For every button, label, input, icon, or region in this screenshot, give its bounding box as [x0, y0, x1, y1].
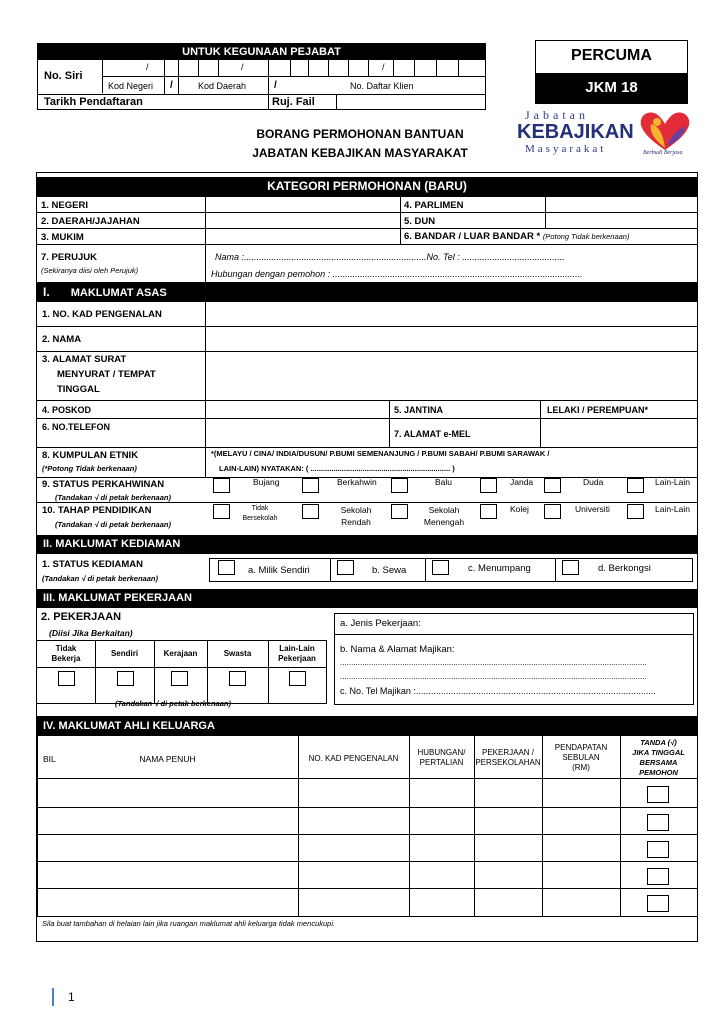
checkbox-balu[interactable] — [391, 478, 408, 493]
opt-sewa: b. Sewa — [372, 565, 407, 576]
slash-3: / — [382, 62, 385, 72]
col-hubungan: HUBUNGAN/ PERTALIAN — [417, 748, 466, 767]
percuma-label: PERCUMA — [571, 47, 652, 64]
logo-masyarakat: Masyarakat — [525, 143, 607, 155]
checkbox-janda[interactable] — [480, 478, 497, 493]
form-code: JKM 18 — [536, 73, 687, 103]
checkbox-menumpang[interactable] — [432, 560, 449, 575]
logo-jabatan: Jabatan — [525, 108, 589, 122]
opt-universiti: Universiti — [575, 504, 610, 514]
checkbox-sekolah-menengah[interactable] — [391, 504, 408, 519]
dun-label: 5. DUN — [404, 216, 436, 227]
perujuk-hubungan-line: Hubungan dengan pemohon : .................................................................................................... — [211, 269, 583, 279]
section3-left — [37, 608, 327, 710]
tarikh-label: Tarikh Pendaftaran — [44, 96, 143, 108]
section1-header — [37, 282, 697, 302]
daerah-label: 2. DAERAH/JAJAHAN — [41, 216, 140, 227]
col-pendapatan: PENDAPATAN SEBULAN (RM) — [554, 743, 608, 772]
slash-4: / — [170, 80, 173, 91]
daftar-klien-label: No. Daftar Klien — [350, 81, 414, 91]
kod-boxes — [102, 60, 485, 77]
opt-kolej: Kolej — [510, 504, 529, 514]
checkbox-sekolah-rendah[interactable] — [302, 504, 319, 519]
majikan-dots-2: .......................................................................................................................................... — [340, 672, 647, 681]
etnik-note: (*Potong Tidak berkenaan) — [42, 464, 137, 473]
col-tidak-bekerja: Tidak Bekerja — [51, 644, 81, 663]
kod-negeri-label: Kod Negeri — [108, 81, 154, 91]
slash-1: / — [146, 62, 149, 72]
opt-sekolah-menengah: Sekolah Menengah — [423, 505, 465, 527]
majikan-tel: c. No. Tel Majikan :................................................................................................ — [340, 686, 656, 696]
office-use-box — [37, 43, 486, 110]
checkbox-milik-sendiri[interactable] — [218, 560, 235, 575]
kategori-grid — [37, 196, 697, 244]
col-tanda: TANDA (√) JIKA TINGGAL BERSAMA PEMOHON — [632, 738, 685, 777]
logo-tagline: Berbudi Berjasa — [643, 150, 683, 156]
checkbox-kolej[interactable] — [480, 504, 497, 519]
poskod-label: 4. POSKOD — [42, 405, 92, 415]
pekerjaan-note: (Diisi Jika Berkaitan) — [49, 628, 133, 638]
parlimen-label: 4. PARLIMEN — [404, 200, 464, 211]
form-title-2: JABATAN KEBAJIKAN MASYARAKAT — [252, 146, 468, 160]
opt-lain-lain-status: Lain-Lain — [655, 477, 690, 487]
col-pekerjaan: PEKERJAAN / PERSEKOLAHAN — [475, 748, 541, 767]
jantina-options: LELAKI / PEREMPUAN* — [547, 405, 649, 415]
pekerjaan-table — [37, 640, 327, 704]
opt-balu: Balu — [435, 477, 453, 487]
checkbox-lain-lain-status[interactable] — [627, 478, 644, 493]
checkbox-tinggal-row-3[interactable] — [647, 841, 669, 858]
col-bil: BIL — [43, 754, 56, 764]
pekerjaan-tandakan: (Tandakan √ di petak berkenaan) — [115, 699, 231, 708]
etnik-options-2: LAIN-LAIN) NYATAKAN: ( ................................................................... ) — [219, 464, 455, 473]
kediaman-options-box — [209, 558, 693, 582]
checkbox-kerajaan[interactable] — [171, 671, 188, 686]
opt-berkongsi: d. Berkongsi — [598, 563, 651, 574]
opt-milik-sendiri: a. Milik Sendiri — [248, 565, 310, 576]
etnik-label: 8. KUMPULAN ETNIK — [42, 450, 139, 461]
opt-duda: Duda — [583, 477, 604, 487]
opt-bujang: Bujang — [253, 477, 280, 487]
kediaman-label: 1. STATUS KEDIAMAN — [42, 559, 143, 570]
nama-label: 2. NAMA — [42, 334, 82, 345]
kod-daerah-label: Kod Daerah — [198, 81, 247, 91]
percuma-badge — [535, 40, 688, 104]
checkbox-tinggal-row-2[interactable] — [647, 814, 669, 831]
opt-janda: Janda — [510, 477, 534, 487]
checkbox-tidak-bersekolah[interactable] — [213, 504, 230, 519]
jkm-logo — [517, 108, 695, 160]
checkbox-tinggal-row-4[interactable] — [647, 868, 669, 885]
majikan-box — [334, 613, 694, 705]
telefon-label: 6. NO.TELEFON — [42, 422, 111, 432]
checkbox-tinggal-row-5[interactable] — [647, 895, 669, 912]
slash-5: / — [274, 80, 277, 91]
col-kerajaan: Kerajaan — [163, 649, 198, 658]
alamat-label-3: TINGGAL — [57, 384, 100, 395]
no-siri-label: No. Siri — [44, 70, 83, 82]
status-label: 9. STATUS PERKAHWINAN — [42, 479, 165, 490]
kediaman-note: (Tandakan √ di petak berkenaan) — [42, 574, 158, 583]
kategori-header: KATEGORI PERMOHONAN (BARU) — [37, 177, 697, 196]
checkbox-tinggal-row-1[interactable] — [647, 786, 669, 803]
logo-kebajikan: KEBAJIKAN — [517, 121, 634, 143]
checkbox-sendiri[interactable] — [117, 671, 134, 686]
kad-label: 1. NO. KAD PENGENALAN — [42, 309, 162, 320]
col-lain-lain-pekerjaan: Lain-Lain Pekerjaan — [278, 644, 316, 663]
alamat-label-2: MENYURAT / TEMPAT — [57, 369, 156, 380]
perujuk-note: (Sekiranya diisi oleh Perujuk) — [41, 266, 139, 275]
office-use-header: UNTUK KEGUNAAN PEJABAT — [38, 44, 485, 60]
negeri-label: 1. NEGERI — [41, 200, 88, 211]
checkbox-duda[interactable] — [544, 478, 561, 493]
col-swasta: Swasta — [223, 649, 252, 658]
checkbox-lain-lain-pendidikan[interactable] — [627, 504, 644, 519]
section2-row — [37, 554, 697, 588]
jantina-label: 5. JANTINA — [394, 405, 444, 415]
majikan-label: b. Nama & Alamat Majikan: — [340, 644, 455, 655]
pendidikan-options — [213, 503, 697, 531]
checkbox-universiti[interactable] — [544, 504, 561, 519]
form-title-1: BORANG PERMOHONAN BANTUAN — [256, 127, 464, 141]
page-number: 1 — [68, 990, 75, 1004]
section1-title: MAKLUMAT ASAS — [70, 287, 167, 299]
col-nama-penuh: NAMA PENUH — [139, 754, 196, 764]
checkbox-bujang[interactable] — [213, 478, 230, 493]
checkbox-tidak-bekerja[interactable] — [58, 671, 75, 686]
status-options — [213, 477, 697, 501]
perujuk-label: 7. PERUJUK — [41, 252, 97, 263]
bandar-row — [404, 231, 629, 242]
etnik-options-1: *(MELAYU / CINA/ INDIA/DUSUN/ P.BUMI SEMENANJUNG / P.BUMI SABAH/ P.BUMI SARAWAK / — [211, 449, 550, 458]
checkbox-swasta[interactable] — [229, 671, 246, 686]
checkbox-berkahwin[interactable] — [302, 478, 319, 493]
pekerjaan-label: 2. PEKERJAAN — [41, 611, 122, 623]
section1-roman: I. — [43, 285, 50, 299]
section4-header: IV. MAKLUMAT AHLI KELUARGA — [37, 716, 697, 736]
perujuk-nama-line: Nama :.........................................................................No. Tel : ......................................... — [215, 252, 565, 262]
keluarga-footnote: Sila buat tambahan di helaian lain jika ruangan maklumat ahli keluarga tidak mencukupi. — [42, 919, 336, 928]
opt-sekolah-rendah: Sekolah Rendah — [340, 505, 372, 527]
page-number-bar — [52, 988, 54, 1006]
perujuk-row — [37, 244, 697, 282]
mukim-label: 3. MUKIM — [41, 232, 84, 243]
section3-header: III. MAKLUMAT PEKERJAAN — [37, 589, 697, 608]
pendidikan-note: (Tandakan √ di petak berkenaan) — [55, 520, 171, 529]
heart-emblem-icon — [637, 108, 693, 152]
checkbox-lain-lain-pekerjaan[interactable] — [289, 671, 306, 686]
keluarga-table — [37, 736, 697, 916]
emel-label: 7. ALAMAT e-MEL — [394, 429, 471, 439]
bandar-label: 6. BANDAR / LUAR BANDAR * — [404, 231, 541, 242]
section2-header: II. MAKLUMAT KEDIAMAN — [37, 535, 697, 554]
checkbox-sewa[interactable] — [337, 560, 354, 575]
col-no-kad: NO. KAD PENGENALAN — [308, 754, 399, 763]
status-note: (Tandakan √ di petak berkenaan) — [55, 493, 171, 502]
col-sendiri: Sendiri — [110, 649, 139, 658]
alamat-label-1: 3. ALAMAT SURAT — [42, 354, 127, 365]
bandar-note: (Potong Tidak berkenaan) — [542, 232, 630, 241]
opt-menumpang: c. Menumpang — [468, 563, 531, 574]
opt-lain-lain-pendidikan: Lain-Lain — [655, 504, 690, 514]
jenis-pekerjaan-label: a. Jenis Pekerjaan: — [340, 618, 421, 629]
majikan-dots-1: .......................................................................................................................................... — [340, 658, 647, 667]
opt-berkahwin: Berkahwin — [337, 477, 377, 487]
ruj-fail-label: Ruj. Fail — [272, 96, 315, 108]
pendidikan-label: 10. TAHAP PENDIDIKAN — [42, 505, 152, 516]
checkbox-berkongsi[interactable] — [562, 560, 579, 575]
opt-tidak-bersekolah: Tidak Bersekolah — [242, 505, 278, 522]
slash-2: / — [241, 62, 244, 72]
